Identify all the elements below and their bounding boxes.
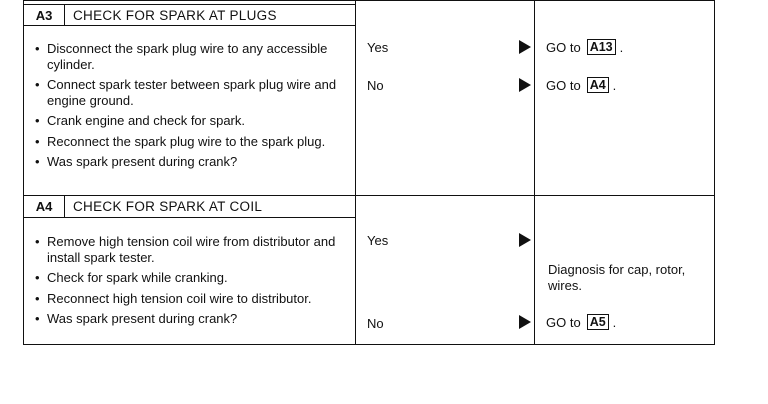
test-step-code: A3 <box>24 5 65 25</box>
action-text: GO to <box>546 77 581 93</box>
test-step-code: A4 <box>24 196 65 217</box>
test-step-instructions-a3 <box>34 41 349 175</box>
test-step-header-a4 <box>24 196 356 218</box>
result-yes-label: Yes <box>367 233 389 248</box>
arrow-right-icon <box>519 78 531 92</box>
result-no-label: No <box>367 78 384 93</box>
step-reference-a5[interactable]: A5 <box>587 314 609 330</box>
column-divider-action <box>534 0 535 345</box>
test-step-header-a3 <box>24 4 356 26</box>
test-step-instructions-a4 <box>34 234 349 332</box>
action-goto-a5 <box>546 314 616 330</box>
action-suffix: . <box>612 77 617 93</box>
action-goto-a4 <box>546 77 616 93</box>
test-step-title: CHECK FOR SPARK AT PLUGS <box>73 7 277 23</box>
column-divider-result <box>355 0 356 345</box>
instruction-item: • Remove high tension coil wire from distributor and install spark tester. <box>34 234 349 265</box>
instruction-item: • Connect spark tester between spark plug wire and engine ground. <box>34 77 349 108</box>
instruction-item: • Reconnect high tension coil wire to distributor. <box>34 291 349 307</box>
result-no-label: No <box>367 316 384 331</box>
action-goto-a13 <box>546 39 623 55</box>
action-text: GO to <box>546 314 581 330</box>
action-suffix: . <box>612 314 617 330</box>
arrow-right-icon <box>519 233 531 247</box>
arrow-right-icon <box>519 40 531 54</box>
instruction-item: • Disconnect the spark plug wire to any accessible cylinder. <box>34 41 349 72</box>
action-suffix: . <box>619 39 624 55</box>
table-top-rule <box>24 0 714 1</box>
instruction-item: • Was spark present during crank? <box>34 311 349 327</box>
step-reference-a4[interactable]: A4 <box>587 77 609 93</box>
result-yes-label: Yes <box>367 40 389 55</box>
action-diagnosis-text: Diagnosis for cap, rotor, wires. <box>548 262 686 293</box>
arrow-right-icon <box>519 315 531 329</box>
test-step-title: CHECK FOR SPARK AT COIL <box>73 199 263 214</box>
step-reference-a13[interactable]: A13 <box>587 39 616 55</box>
instruction-item: • Crank engine and check for spark. <box>34 113 349 129</box>
instruction-item: • Reconnect the spark plug wire to the spark plug. <box>34 134 349 150</box>
instruction-item: • Was spark present during crank? <box>34 154 349 170</box>
instruction-item: • Check for spark while cranking. <box>34 270 349 286</box>
diagnostic-table <box>23 0 715 345</box>
action-text: GO to <box>546 39 581 55</box>
